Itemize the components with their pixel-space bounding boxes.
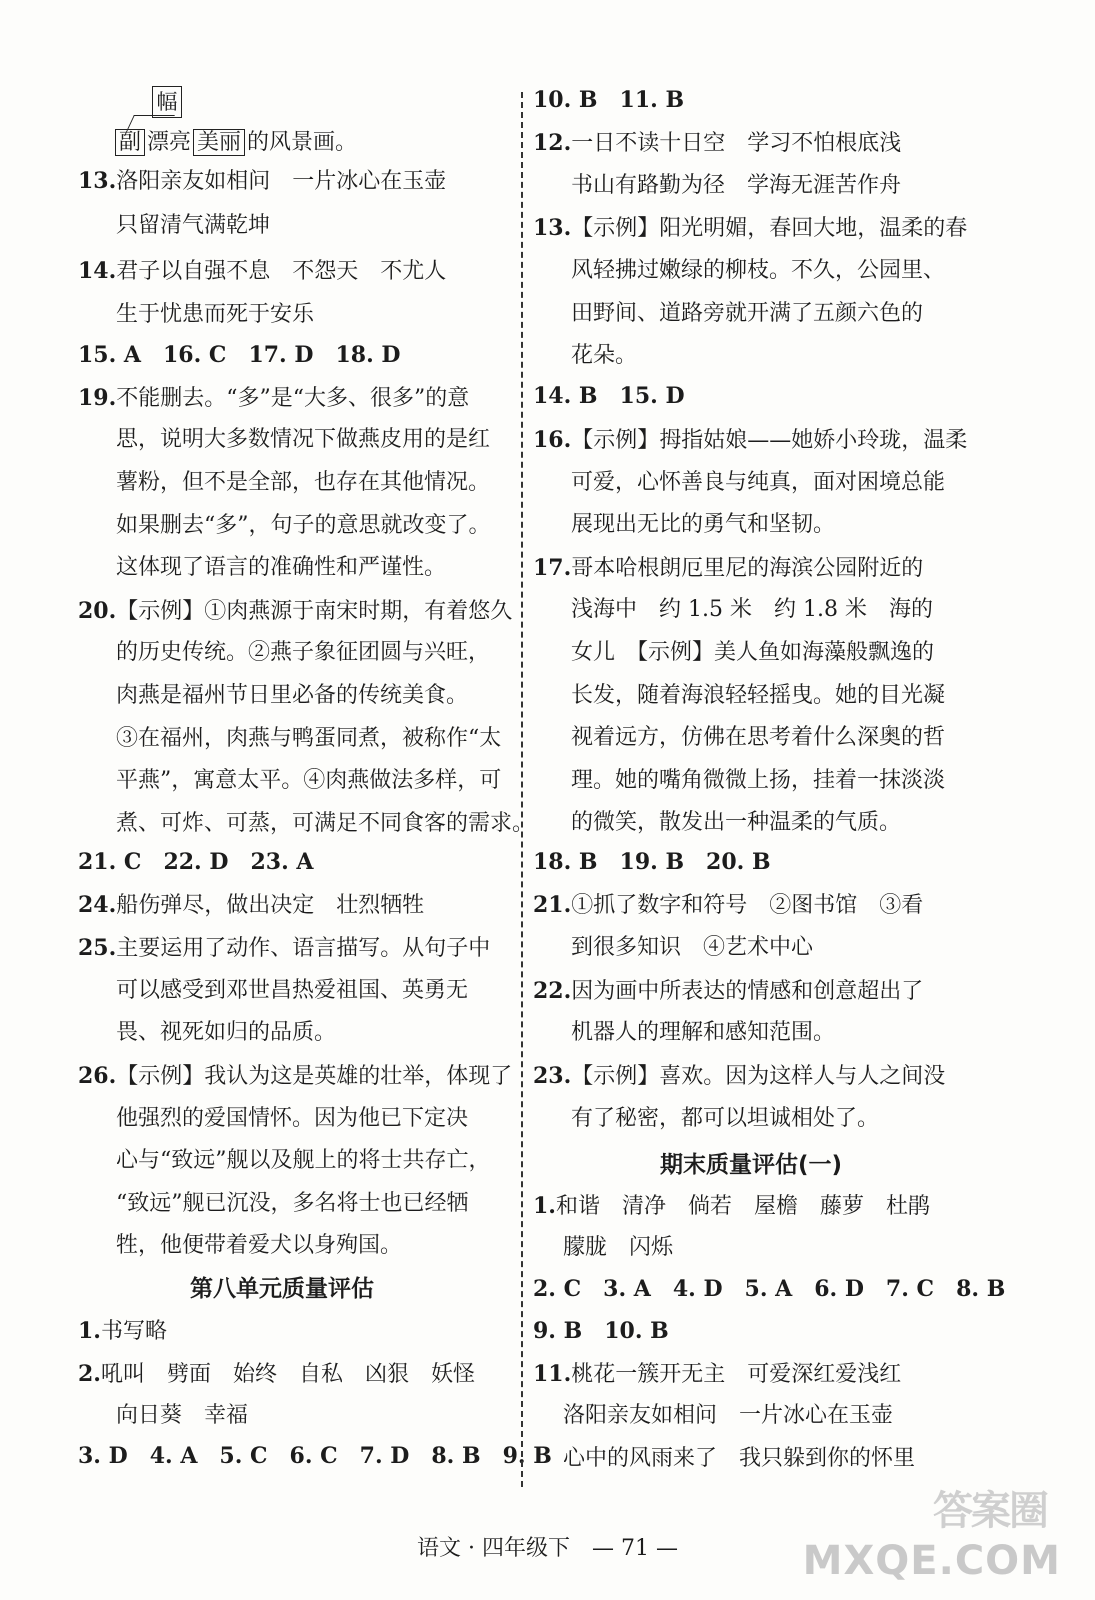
answer-line <box>78 1441 552 1472</box>
answer-line <box>571 256 945 286</box>
answer-text: 平燕”，寓意太平。④肉燕做法多样，可 <box>116 768 502 793</box>
answer-text: 心与“致远”舰以及舰上的将士共存亡， <box>116 1148 491 1173</box>
answer-line <box>78 933 490 964</box>
answer-line <box>533 847 771 878</box>
answer-line <box>116 211 270 241</box>
answer-text: 思，说明大多数情况下做燕皮用的是红 <box>116 427 491 452</box>
answer-text: 到很多知识 ④艺术中心 <box>571 935 814 960</box>
answer-line <box>571 341 637 371</box>
answer-line <box>533 213 967 244</box>
answer-line <box>116 766 501 796</box>
answer-text: 只留清气满乾坤 <box>116 213 271 238</box>
answer-text: 田野间、道路旁就开满了五颜六色的 <box>571 301 924 326</box>
answer-text: 女儿 【示例】美人鱼如海藻般飘逸的 <box>571 640 935 665</box>
question-number: 1. <box>533 1193 556 1219</box>
correction-mid: 漂亮 <box>147 130 192 155</box>
question-number: 12. <box>533 130 572 156</box>
answer-text: 【示例】①肉燕源于南宋时期，有着悠久 <box>116 599 513 624</box>
answer-line <box>571 595 933 625</box>
answer-text: 可爱，心怀善良与纯真，面对困境总能 <box>571 470 946 495</box>
answer-line <box>571 766 945 796</box>
answer-text: 向日葵 幸福 <box>116 1403 249 1428</box>
answer-text: 吼叫 劈面 始终 自私 凶狠 妖怪 <box>100 1362 475 1387</box>
answer-text: ①抓了数字和符号 ②图书馆 ③看 <box>571 893 924 918</box>
answer-text: 【示例】阳光明媚，春回大地，温柔的春 <box>571 216 968 241</box>
question-number: 13. <box>78 168 117 194</box>
answer-text: 有了秘密，都可以坦诚相处了。 <box>571 1106 880 1131</box>
answer-text: 14. B 15. D <box>533 383 685 409</box>
answer-line <box>78 1061 512 1092</box>
answer-line <box>533 85 684 116</box>
answer-text: 他强烈的爱国情怀。因为他已下定决 <box>116 1106 469 1131</box>
watermark-url: MXQE.COM <box>802 1538 1061 1584</box>
answer-text: 桃花一簇开无主 可爱深红爱浅红 <box>571 1362 902 1387</box>
question-number: 19. <box>78 385 117 411</box>
answer-line <box>78 847 313 878</box>
question-number: 22. <box>533 978 572 1004</box>
answer-line <box>78 256 446 287</box>
boxed-word: 美丽 <box>193 129 245 156</box>
answer-line <box>116 553 446 583</box>
section-heading-final: 期末质量评估(一) <box>660 1152 843 1178</box>
question-number: 11. <box>533 1361 572 1387</box>
answer-line <box>78 1316 167 1347</box>
correction-line <box>113 128 357 158</box>
answer-text: 牲，他便带着爱犬以身殉国。 <box>116 1233 403 1258</box>
answer-line <box>116 300 314 330</box>
answer-line <box>571 933 813 963</box>
answer-line <box>571 1104 879 1134</box>
answer-text: 【示例】喜欢。因为这样人与人之间没 <box>571 1064 946 1089</box>
answer-line <box>78 890 424 921</box>
question-number: 17. <box>533 555 572 581</box>
question-number: 13. <box>533 215 572 241</box>
answer-text: 因为画中所表达的情感和创意超出了 <box>571 979 924 1004</box>
answer-line <box>116 511 491 541</box>
answer-line <box>533 1191 930 1222</box>
answer-text: 薯粉，但不是全部，也存在其他情况。 <box>116 470 491 495</box>
answer-line <box>571 638 934 668</box>
answer-text: 不能删去。“多”是“大多、很多”的意 <box>116 386 470 411</box>
answer-line <box>78 596 512 627</box>
question-number: 1. <box>78 1318 101 1344</box>
answer-line <box>563 1444 915 1474</box>
answer-line <box>571 171 901 201</box>
answer-text: 书山有路勤为径 学海无涯苦作舟 <box>571 173 902 198</box>
answer-line <box>116 1189 469 1219</box>
answer-text: 15. A 16. C 17. D 18. D <box>78 342 401 368</box>
answer-line <box>533 381 685 412</box>
answer-line <box>533 1274 1005 1305</box>
answer-line <box>116 681 468 711</box>
answer-line <box>533 1316 669 1347</box>
answer-line <box>533 128 901 159</box>
answer-text: 的历史传统。②燕子象征团圆与兴旺， <box>116 640 491 665</box>
question-number: 21. <box>533 892 572 918</box>
answer-text: 君子以自强不息 不怨天 不尤人 <box>116 259 447 284</box>
question-number: 26. <box>78 1063 117 1089</box>
answer-line <box>116 976 468 1006</box>
answer-text: 【示例】我认为这是英雄的壮举，体现了 <box>116 1064 513 1089</box>
answer-text: 花朵。 <box>571 343 638 368</box>
question-number: 25. <box>78 935 117 961</box>
answer-line <box>116 1401 248 1431</box>
answer-text: 洛阳亲友如相问 一片冰心在玉壶 <box>116 169 447 194</box>
answer-line <box>116 809 534 839</box>
answer-line <box>571 681 945 711</box>
answer-text: 这体现了语言的准确性和严谨性。 <box>116 555 447 580</box>
answer-text: 21. C 22. D 23. A <box>78 849 314 875</box>
answer-line <box>571 510 835 540</box>
answer-line <box>571 468 945 498</box>
answer-line <box>116 638 490 668</box>
answer-line <box>116 468 490 498</box>
answer-line <box>116 1146 491 1176</box>
answer-text: 9. B 10. B <box>533 1318 669 1344</box>
answer-line <box>571 1018 835 1048</box>
answer-line <box>533 553 923 584</box>
answer-line <box>78 383 469 414</box>
answer-text: 畏、视死如归的品质。 <box>116 1020 337 1045</box>
answer-text: 煮、可炸、可蒸，可满足不同食客的需求。 <box>116 811 535 836</box>
answer-text: 展现出无比的勇气和坚韧。 <box>571 512 836 537</box>
question-number: 23. <box>533 1063 572 1089</box>
answer-text: 船伤弹尽，做出决定 壮烈牺牲 <box>116 893 425 918</box>
answer-text: 机器人的理解和感知范围。 <box>571 1020 836 1045</box>
column-divider <box>521 92 523 1487</box>
section-heading-unit8: 第八单元质量评估 <box>190 1276 374 1302</box>
answer-line <box>78 166 446 197</box>
answer-text: 长发，随着海浪轻轻摇曳。她的目光凝 <box>571 683 946 708</box>
answer-line <box>571 808 901 838</box>
answer-text: 18. B 19. B 20. B <box>533 849 771 875</box>
answer-line <box>571 723 945 753</box>
boxed-char: 副 <box>115 129 145 156</box>
question-number: 24. <box>78 892 117 918</box>
page-footer: 语文 · 四年级下 — 71 — <box>417 1536 678 1561</box>
inserted-char-box: 幅 <box>152 86 182 118</box>
answer-text: 一日不读十日空 学习不怕根底浅 <box>571 131 902 156</box>
answer-line <box>116 1018 336 1048</box>
answer-line <box>533 425 967 456</box>
answer-line <box>533 1061 945 1092</box>
answer-text: 心中的风雨来了 我只躲到你的怀里 <box>563 1446 916 1471</box>
answer-text: 风轻拂过嫩绿的柳枝。不久，公园里、 <box>571 258 946 283</box>
answer-text: 书写略 <box>100 1319 167 1344</box>
question-number: 16. <box>533 427 572 453</box>
answer-line <box>78 340 400 371</box>
answer-text: “致远”舰已沉没，多名将士也已经牺 <box>116 1191 469 1216</box>
question-number: 2. <box>78 1361 101 1387</box>
answer-line <box>116 1231 402 1261</box>
answer-text: ③在福州，肉燕与鸭蛋同煮，被称作“太 <box>116 726 502 751</box>
answer-text: 10. B 11. B <box>533 87 685 113</box>
answer-text: 哥本哈根朗厄里尼的海滨公园附近的 <box>571 556 924 581</box>
answer-text: 理。她的嘴角微微上扬，挂着一抹淡淡 <box>571 768 946 793</box>
answer-text: 生于忧患而死于安乐 <box>116 302 315 327</box>
answer-text: 3. D 4. A 5. C 6. C 7. D 8. B 9. B <box>78 1443 552 1469</box>
answer-line <box>533 890 923 921</box>
watermark-top: 答案圈 <box>933 1488 1047 1534</box>
question-number: 20. <box>78 598 117 624</box>
answer-text: 主要运用了动作、语言描写。从句子中 <box>116 936 491 961</box>
answer-line <box>563 1401 893 1431</box>
answer-text: 可以感受到邓世昌热爱祖国、英勇无 <box>116 978 469 1003</box>
watermark-logo <box>802 1478 1067 1588</box>
answer-text: 和谐 清净 倘若 屋檐 藤萝 杜鹃 <box>555 1194 930 1219</box>
answer-text: 肉燕是福州节日里必备的传统美食。 <box>116 683 469 708</box>
answer-line <box>116 724 501 754</box>
answer-line <box>78 1359 475 1390</box>
answer-text: 如果删去“多”，句子的意思就改变了。 <box>116 513 491 538</box>
answer-text: 洛阳亲友如相问 一片冰心在玉壶 <box>563 1403 894 1428</box>
correction-post: 的风景画。 <box>247 130 358 155</box>
answer-text: 2. C 3. A 4. D 5. A 6. D 7. C 8. B <box>533 1276 1006 1302</box>
answer-text: 浅海中 约 1.5 米 约 1.8 米 海的 <box>571 597 933 622</box>
answer-line <box>533 976 923 1007</box>
answer-line <box>533 1359 901 1390</box>
answer-text: 【示例】拇指姑娘——她娇小玲珑，温柔 <box>571 428 968 453</box>
answer-text: 的微笑，散发出一种温柔的气质。 <box>571 810 902 835</box>
answer-line <box>571 299 923 329</box>
answer-text: 视着远方，仿佛在思考着什么深奥的哲 <box>571 725 946 750</box>
answer-line <box>116 425 490 455</box>
question-number: 14. <box>78 258 117 284</box>
answer-line <box>563 1233 673 1263</box>
answer-text: 朦胧 闪烁 <box>563 1235 674 1260</box>
answer-line <box>116 1104 468 1134</box>
